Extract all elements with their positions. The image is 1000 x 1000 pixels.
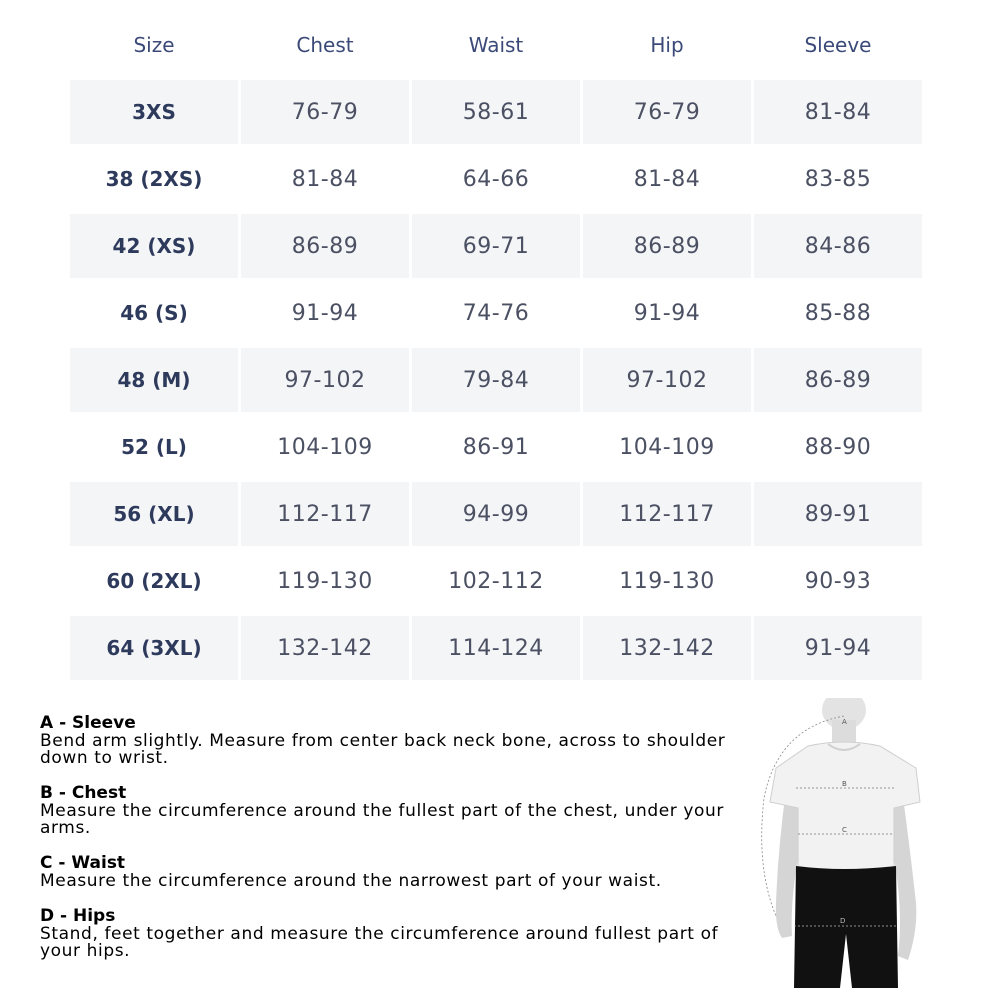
table-row [70, 549, 922, 613]
table-row [70, 482, 922, 546]
guide-title: D - Hips [40, 906, 116, 926]
measurement-cell: 81-84 [633, 166, 701, 192]
guide-title: A - Sleeve [40, 713, 136, 733]
measurement-cell: 132-142 [583, 616, 751, 680]
size-cell: 3XS [70, 80, 238, 144]
measurement-cell: 69-71 [412, 214, 580, 278]
table-row [70, 147, 922, 211]
label-c: C [842, 826, 847, 834]
guide-text: Measure the circumference around the fullest part of the chest, under your arms. [40, 801, 724, 838]
size-cell: 64 (3XL) [70, 616, 238, 680]
measurement-cell: 114-124 [412, 616, 580, 680]
measurement-cell: 86-89 [241, 214, 409, 278]
measurement-cell: 86-91 [462, 434, 530, 460]
table-row [70, 214, 922, 278]
measurement-cell: 102-112 [448, 568, 544, 594]
table-header-row [70, 13, 922, 77]
figure-pants [794, 866, 898, 988]
header-hip: Hip [650, 33, 684, 57]
measurement-cell: 74-76 [462, 300, 530, 326]
header-sleeve: Sleeve [804, 33, 872, 57]
measurement-cell: 97-102 [583, 348, 751, 412]
measurement-cell: 58-61 [412, 80, 580, 144]
measurement-cell: 94-99 [412, 482, 580, 546]
measurement-figure [748, 698, 938, 988]
measurement-cell: 83-85 [804, 166, 872, 192]
measurement-cell: 86-89 [583, 214, 751, 278]
guide-item-sleeve [40, 714, 740, 767]
measurement-cell: 84-86 [754, 214, 922, 278]
measurement-cell: 81-84 [291, 166, 359, 192]
guide-text: Bend arm slightly. Measure from center back neck bone, across to shoulder down to wrist. [40, 731, 726, 768]
measurement-cell: 85-88 [804, 300, 872, 326]
measurement-cell: 112-117 [583, 482, 751, 546]
guide-title: C - Waist [40, 853, 126, 873]
size-cell: 48 (M) [70, 348, 238, 412]
size-chart-body [70, 80, 922, 680]
measurement-cell: 81-84 [754, 80, 922, 144]
guide-item-chest [40, 784, 740, 837]
body-figure-illustration [748, 698, 938, 988]
table-row [70, 415, 922, 479]
measurement-cell: 76-79 [241, 80, 409, 144]
table-row [70, 348, 922, 412]
measurement-guide [40, 714, 740, 977]
size-cell: 46 (S) [120, 301, 188, 325]
header-waist: Waist [468, 33, 524, 57]
measurement-cell: 132-142 [241, 616, 409, 680]
guide-title: B - Chest [40, 783, 127, 803]
measurement-cell: 79-84 [412, 348, 580, 412]
size-cell: 60 (2XL) [106, 569, 202, 593]
measurement-cell: 90-93 [804, 568, 872, 594]
measurement-cell: 91-94 [633, 300, 701, 326]
size-cell: 52 (L) [121, 435, 187, 459]
guide-item-waist [40, 854, 740, 890]
header-chest: Chest [296, 33, 354, 57]
size-cell: 42 (XS) [70, 214, 238, 278]
table-row [70, 616, 922, 680]
size-chart-table [67, 10, 925, 683]
measurement-cell: 64-66 [462, 166, 530, 192]
measurement-cell: 97-102 [241, 348, 409, 412]
label-b: B [842, 780, 847, 788]
measurement-cell: 104-109 [277, 434, 373, 460]
measurement-cell: 104-109 [619, 434, 715, 460]
label-d: D [840, 917, 846, 925]
measurement-cell: 88-90 [804, 434, 872, 460]
guide-text: Measure the circumference around the narrowest part of your waist. [40, 871, 662, 891]
measurement-cell: 119-130 [619, 568, 715, 594]
table-row [70, 281, 922, 345]
header-size: Size [133, 33, 175, 57]
guide-item-hips [40, 907, 740, 960]
size-cell: 38 (2XS) [105, 167, 203, 191]
measurement-cell: 112-117 [241, 482, 409, 546]
size-cell: 56 (XL) [70, 482, 238, 546]
guide-text: Stand, feet together and measure the circumference around fullest part of your hips. [40, 924, 719, 961]
measurement-cell: 89-91 [754, 482, 922, 546]
measurement-cell: 119-130 [277, 568, 373, 594]
measurement-cell: 91-94 [754, 616, 922, 680]
measurement-cell: 76-79 [583, 80, 751, 144]
label-a: A [842, 718, 847, 726]
measurement-cell: 86-89 [754, 348, 922, 412]
table-row [70, 80, 922, 144]
measurement-cell: 91-94 [291, 300, 359, 326]
